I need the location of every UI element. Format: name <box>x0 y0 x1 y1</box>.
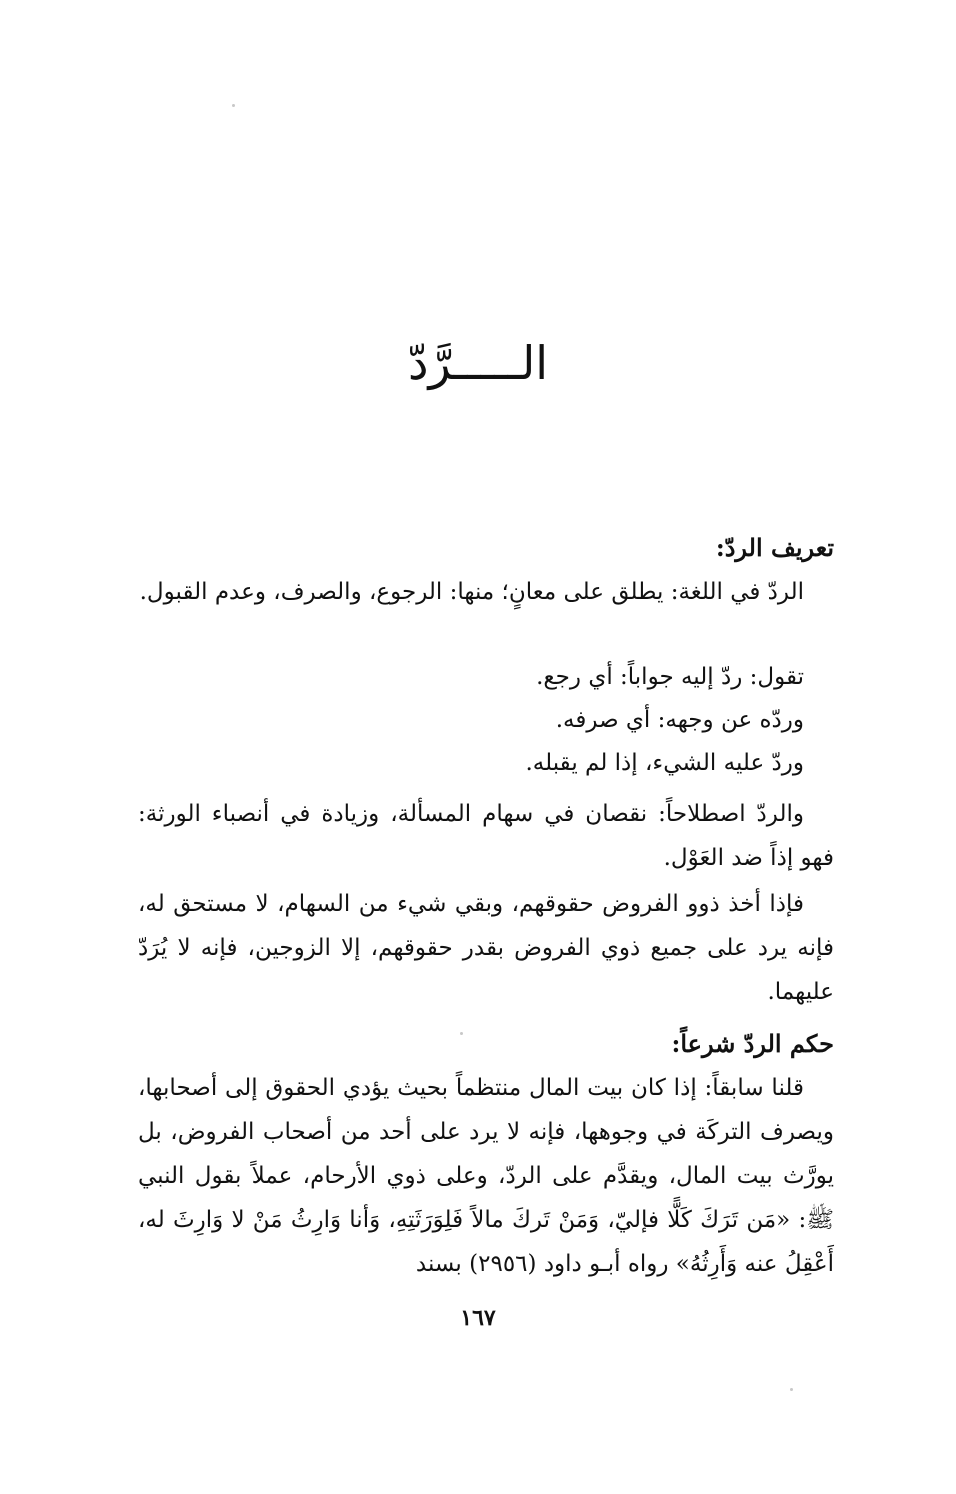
example-line-2: وردّه عن وجهه: أي صرفه. <box>555 707 804 733</box>
scan-speck <box>790 1388 793 1391</box>
scan-speck <box>232 104 235 107</box>
paragraph-application: فإذا أخذ ذوو الفروض حقوقهم، وبقي شيء من السهام، لا مستحق له، فإنه يرد على جميع ذوي الفروض بقدر حقوقهم، إلا الزوجين، فإنه لا يُرَدّ عليهما. <box>138 891 834 1005</box>
page-number: ١٦٧ <box>460 1305 496 1331</box>
section-heading-ruling: حكم الردّ شرعاً: <box>671 1029 834 1058</box>
example-line-1: تقول: ردّ إليه جواباً: أي رجع. <box>536 664 804 690</box>
chapter-title: الـــــرَّدّ <box>407 336 549 390</box>
paragraph-technical-definition: والردّ اصطلاحاً: نقصان في سهام المسألة، وزيادة في أنصباء الورثة: فهو إذاً ضد العَوْل. <box>138 801 834 871</box>
paragraph-linguistic-definition: الردّ في اللغة: يطلق على معانٍ؛ منها: الرجوع، والصرف، وعدم القبول. <box>139 579 804 605</box>
section-heading-definition: تعريف الردّ: <box>715 533 834 562</box>
example-line-3: وردّ عليه الشيء، إذا لم يقبله. <box>525 750 804 776</box>
scan-speck <box>460 1032 463 1035</box>
paragraph-ruling: قلنا سابقاً: إذا كان بيت المال منتظماً بحيث يؤدي الحقوق إلى أصحابها، ويصرف التركَة في وجوهها، فإنه لا يرد على أحد من أصحاب الفروض، بل يورَّث بيت المال، ويقدَّم على الردّ، وعلى ذوي الأرحام، عملاً بقول النبي ﷺ: «مَن تَرَكَ كَلًّا فإليّ، وَمَنْ تَركَ مالاً فَلِوَرَثَتِهِ، وَأنا وَارِثُ مَنْ لا وَارِثَ له، أَعْقِلُ عنه وَأَرِثُهُ» رواه أبـو داود (٢٩٥٦) بسند <box>138 1075 834 1277</box>
